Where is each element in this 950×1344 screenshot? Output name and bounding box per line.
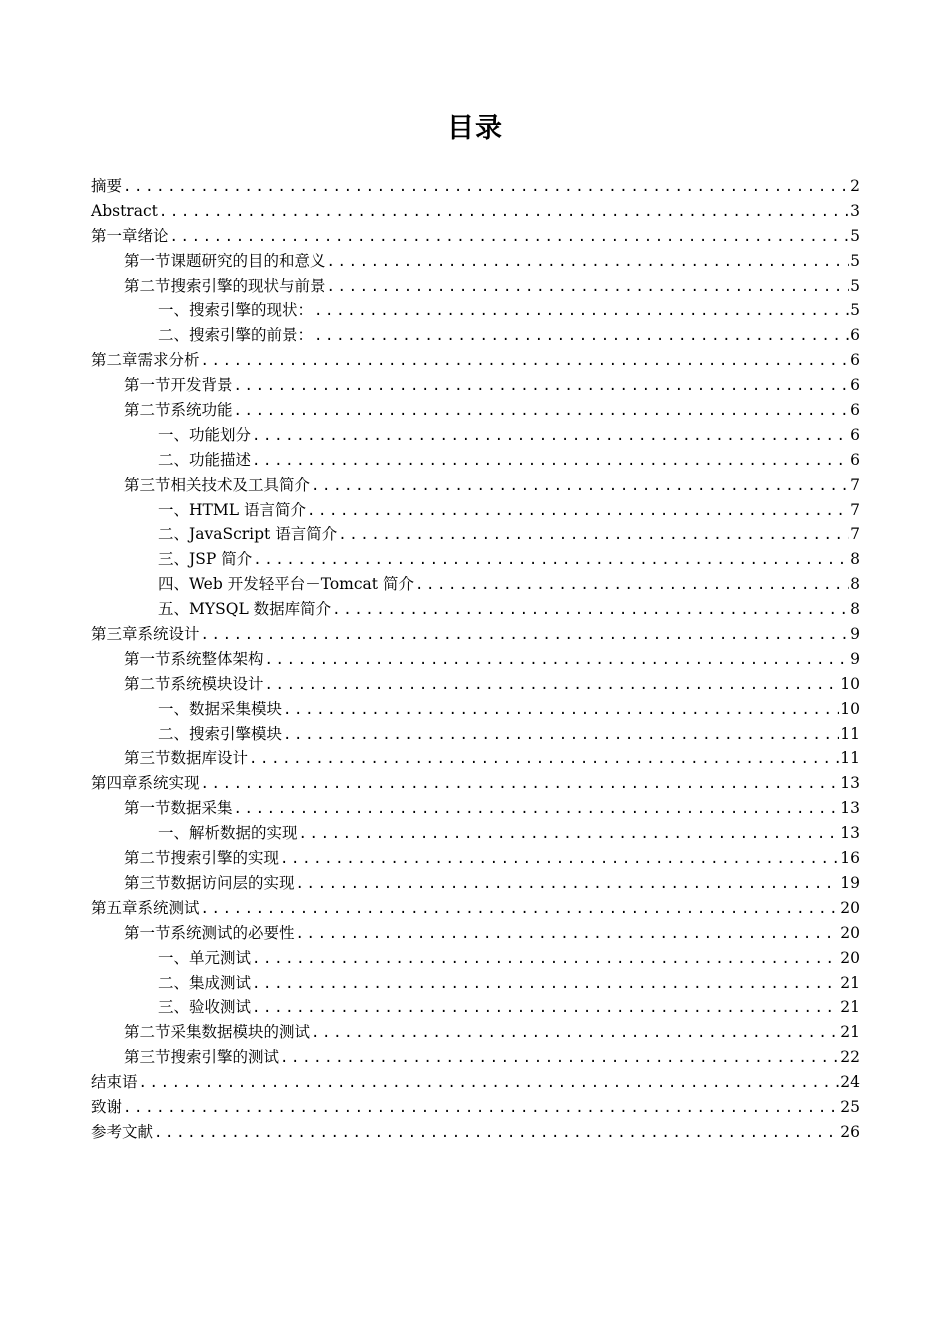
toc-entry-number: 第二节 [124, 401, 171, 420]
toc-entry-page-number: 13 [840, 799, 860, 818]
dot-leader [123, 1096, 839, 1121]
toc-entry-title: 搜索引擎的实现 [170, 849, 280, 868]
dot-leader [201, 349, 850, 374]
toc-entry-title: 摘要 [91, 177, 123, 195]
toc-entry-page-number: 10 [840, 674, 860, 693]
toc-entry-page-number: 20 [840, 923, 860, 942]
dot-leader [252, 972, 839, 997]
toc-entry-number: 第二章 [91, 351, 138, 370]
toc-entry-page-number: 6 [850, 326, 860, 345]
toc-entry-title: Web 开发轻平台－Tomcat 简介 [189, 575, 414, 594]
toc-entry[interactable] [91, 373, 860, 398]
dot-leader [252, 424, 849, 449]
dot-leader [252, 449, 849, 474]
toc-entry[interactable] [91, 274, 860, 299]
toc-entry-title: 系统设计 [137, 625, 200, 644]
toc-entry-title: 绪论 [137, 226, 169, 245]
toc-entry[interactable] [91, 1095, 860, 1120]
toc-entry[interactable] [91, 672, 860, 697]
toc-entry-number: 第三节 [124, 1048, 171, 1067]
toc-entry-title: 搜索引擎的前景： [189, 326, 314, 345]
toc-entry-page-number: 6 [850, 401, 860, 420]
toc-entry-title: 相关技术及工具简介 [170, 475, 311, 494]
toc-entry-number: 第二节 [124, 1023, 171, 1042]
dot-leader [201, 897, 840, 922]
toc-entry-page-number: 9 [850, 649, 860, 668]
toc-entry-page-number: 10 [840, 699, 860, 718]
toc-entry-title: 数据采集模块 [189, 699, 283, 718]
toc-entry[interactable] [91, 796, 860, 821]
toc-entry-number: 第三节 [124, 475, 171, 494]
toc-entry-title: 系统模块设计 [170, 674, 264, 693]
toc-entry-title: 解析数据的实现 [189, 824, 298, 843]
toc-entry-page-number: 6 [850, 425, 860, 444]
toc-entry-page-number: 8 [850, 600, 860, 619]
dot-leader [327, 250, 850, 275]
toc-entry-title: 系统整体架构 [170, 649, 264, 668]
toc-entry-title: JavaScript 语言简介 [189, 525, 338, 544]
toc-entry-page-number: 7 [850, 525, 860, 544]
toc-entry[interactable] [91, 697, 860, 722]
toc-entry[interactable] [91, 946, 860, 971]
toc-entry-number: 一、 [158, 948, 190, 967]
toc-entry-number: 二、 [158, 525, 190, 544]
toc-entry-title: 搜索引擎的测试 [170, 1048, 280, 1067]
toc-entry-number: 第二节 [124, 849, 171, 868]
dot-leader [280, 847, 839, 872]
toc-entry-title: 课题研究的目的和意义 [170, 251, 326, 270]
toc-entry[interactable] [91, 622, 860, 647]
dot-leader [159, 200, 849, 225]
dot-leader [314, 299, 849, 324]
toc-entry[interactable] [91, 1070, 860, 1095]
toc-entry-number: 三、 [158, 550, 190, 569]
toc-entry-title: 致谢 [91, 1097, 123, 1116]
dot-leader [252, 947, 839, 972]
toc-entry-page-number: 26 [840, 1122, 860, 1141]
dot-leader [283, 723, 839, 748]
toc-entry-title: MYSQL 数据库简介 [189, 600, 332, 619]
toc-entry-page-number: 13 [840, 824, 860, 843]
toc-entry[interactable] [91, 547, 860, 572]
toc-entry-title: 采集数据模块的测试 [170, 1023, 311, 1042]
toc-entry[interactable] [91, 398, 860, 423]
dot-leader [311, 1021, 839, 1046]
toc-entry[interactable] [91, 871, 860, 896]
toc-entry-number: 三、 [158, 998, 190, 1017]
toc-entry-page-number: 7 [850, 500, 860, 519]
dot-leader [307, 499, 849, 524]
toc-entry-number: 第二节 [124, 276, 171, 295]
toc-entry-title: 系统实现 [137, 774, 200, 793]
toc-entry[interactable] [91, 498, 860, 523]
dot-leader [314, 324, 849, 349]
toc-entry-title: 单元测试 [189, 948, 252, 967]
dot-leader [249, 747, 839, 772]
toc-entry-page-number: 8 [850, 550, 860, 569]
toc-entry-title: 数据采集 [170, 799, 233, 818]
toc-entry-number: 第一节 [124, 251, 171, 270]
dot-leader [296, 872, 840, 897]
toc-entry-page-number: 9 [850, 625, 860, 644]
toc-entry[interactable] [91, 995, 860, 1020]
dot-leader [154, 1121, 839, 1146]
toc-entry[interactable] [91, 473, 860, 498]
toc-entry-title: 参考文献 [91, 1122, 154, 1141]
toc-entry-page-number: 5 [850, 276, 860, 295]
dot-leader [280, 1046, 839, 1071]
dot-leader [234, 399, 850, 424]
toc-entry[interactable] [91, 647, 860, 672]
toc-entry[interactable] [91, 771, 860, 796]
toc-entry-number: 第三节 [124, 873, 171, 892]
toc-entry-title: HTML 语言简介 [189, 500, 306, 519]
toc-entry-page-number: 2 [850, 177, 860, 195]
toc-entry-page-number: 5 [850, 226, 860, 245]
table-of-contents [91, 174, 860, 1145]
toc-entry-number: 一、 [158, 425, 190, 444]
toc-entry-title: 需求分析 [137, 351, 200, 370]
toc-entry-title: Abstract [91, 201, 158, 220]
toc-entry-page-number: 5 [850, 301, 860, 320]
toc-entry-page-number: 21 [840, 1023, 860, 1042]
toc-entry-page-number: 20 [840, 948, 860, 967]
toc-entry-number: 二、 [158, 450, 190, 469]
toc-entry[interactable] [91, 174, 860, 199]
dot-leader [201, 772, 840, 797]
toc-entry[interactable] [91, 522, 860, 547]
toc-entry-number: 二、 [158, 973, 190, 992]
dot-leader [252, 996, 839, 1021]
toc-entry-page-number: 11 [840, 724, 860, 743]
toc-entry[interactable] [91, 1020, 860, 1045]
dot-leader [170, 225, 850, 250]
toc-entry-number: 四、 [158, 575, 190, 594]
toc-entry[interactable] [91, 746, 860, 771]
toc-entry[interactable] [91, 921, 860, 946]
toc-entry[interactable] [91, 597, 860, 622]
toc-entry-number: 第一节 [124, 376, 171, 395]
toc-entry-page-number: 13 [840, 774, 860, 793]
toc-entry[interactable] [91, 572, 860, 597]
toc-entry-title: 功能描述 [189, 450, 252, 469]
toc-entry[interactable] [91, 448, 860, 473]
dot-leader [327, 275, 850, 300]
toc-entry-page-number: 19 [840, 873, 860, 892]
dot-leader [299, 822, 840, 847]
toc-entry-title: 搜索引擎的现状与前景 [170, 276, 326, 295]
toc-entry-page-number: 21 [840, 998, 860, 1017]
toc-entry[interactable] [91, 1045, 860, 1070]
toc-entry-number: 一、 [158, 824, 190, 843]
toc-entry[interactable] [91, 896, 860, 921]
page-title: 目录 [447, 113, 503, 144]
toc-entry[interactable] [91, 298, 860, 323]
toc-entry-number: 一、 [158, 699, 190, 718]
toc-entry-page-number: 6 [850, 450, 860, 469]
toc-entry-page-number: 8 [850, 575, 860, 594]
toc-entry[interactable] [91, 249, 860, 274]
toc-entry-number: 第五章 [91, 898, 138, 917]
dot-leader [296, 922, 840, 947]
toc-entry[interactable] [91, 224, 860, 249]
dot-leader [283, 698, 839, 723]
toc-entry-number: 一、 [158, 301, 190, 320]
toc-entry-number: 第二节 [124, 674, 171, 693]
toc-entry-number: 一、 [158, 500, 190, 519]
dot-leader [265, 673, 840, 698]
toc-entry-title: 系统测试的必要性 [170, 923, 295, 942]
toc-entry-title: 搜索引擎模块 [189, 724, 283, 743]
toc-entry-title: 功能划分 [189, 425, 252, 444]
toc-entry-title: 系统测试 [137, 898, 200, 917]
toc-entry-page-number: 21 [840, 973, 860, 992]
toc-entry-page-number: 22 [840, 1048, 860, 1067]
toc-entry-page-number: 3 [850, 201, 860, 220]
toc-entry-title: 结束语 [91, 1073, 138, 1092]
toc-entry-page-number: 7 [850, 475, 860, 494]
toc-entry-number: 二、 [158, 326, 190, 345]
toc-entry[interactable] [91, 199, 860, 224]
toc-entry-title: 搜索引擎的现状： [189, 301, 314, 320]
toc-entry-title: JSP 简介 [189, 550, 253, 569]
dot-leader [234, 374, 850, 399]
toc-entry-page-number: 25 [840, 1097, 860, 1116]
toc-entry[interactable] [91, 423, 860, 448]
toc-entry-page-number: 5 [850, 251, 860, 270]
dot-leader [234, 797, 840, 822]
toc-entry[interactable] [91, 821, 860, 846]
toc-entry[interactable] [91, 846, 860, 871]
toc-entry-page-number: 16 [840, 849, 860, 868]
toc-entry-number: 第三章 [91, 625, 138, 644]
toc-entry-number: 第一节 [124, 923, 171, 942]
toc-entry-title: 系统功能 [170, 401, 233, 420]
toc-entry-number: 二、 [158, 724, 190, 743]
toc-entry-page-number: 24 [840, 1073, 860, 1092]
toc-entry[interactable] [91, 348, 860, 373]
toc-entry-title: 数据访问层的实现 [170, 873, 295, 892]
toc-entry[interactable] [91, 971, 860, 996]
dot-leader [253, 548, 849, 573]
dot-leader [311, 474, 849, 499]
toc-entry-number: 第一节 [124, 649, 171, 668]
toc-entry-title: 数据库设计 [170, 749, 249, 768]
toc-entry-number: 第四章 [91, 774, 138, 793]
dot-leader [201, 623, 850, 648]
toc-entry-page-number: 20 [840, 898, 860, 917]
dot-leader [123, 175, 849, 200]
toc-entry[interactable] [91, 722, 860, 747]
dot-leader [265, 648, 850, 673]
toc-entry-page-number: 6 [850, 351, 860, 370]
dot-leader [332, 598, 849, 623]
dot-leader [139, 1071, 840, 1096]
toc-entry[interactable] [91, 323, 860, 348]
toc-entry-number: 第三节 [124, 749, 171, 768]
toc-entry-number: 第一章 [91, 226, 138, 245]
dot-leader [338, 523, 849, 548]
toc-entry-number: 五、 [158, 600, 190, 619]
toc-entry-page-number: 11 [840, 749, 860, 768]
toc-entry-title: 集成测试 [189, 973, 252, 992]
toc-entry-title: 验收测试 [189, 998, 252, 1017]
dot-leader [415, 573, 849, 598]
toc-entry[interactable] [91, 1120, 860, 1145]
toc-entry-title: 开发背景 [170, 376, 233, 395]
toc-entry-number: 第一节 [124, 799, 171, 818]
toc-entry-page-number: 6 [850, 376, 860, 395]
